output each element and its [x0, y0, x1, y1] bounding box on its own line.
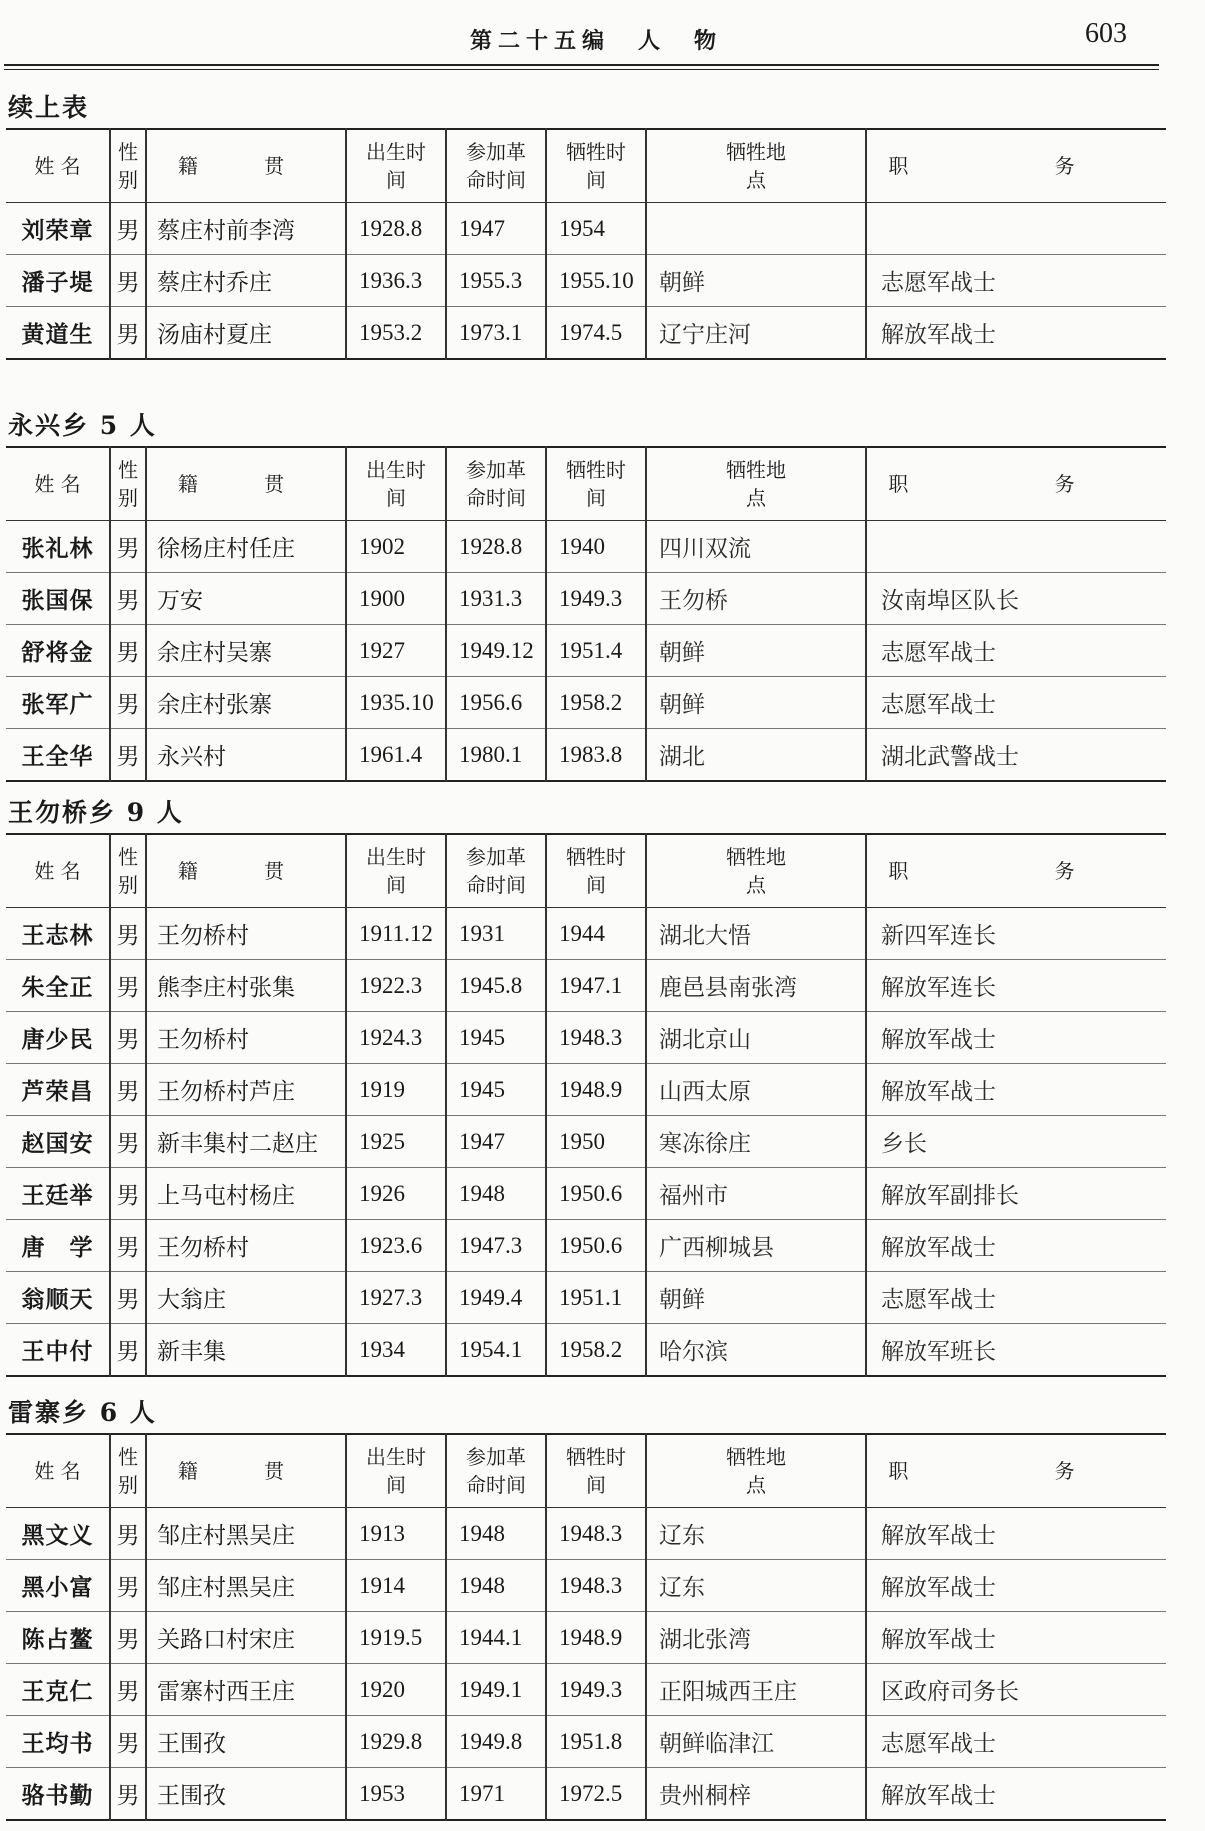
- cell-death: 1944: [546, 908, 646, 960]
- cell-name: 王均书: [6, 1716, 110, 1768]
- cell-place: 贵州桐梓: [646, 1768, 866, 1821]
- cell-place: 福州市: [646, 1168, 866, 1220]
- cell-name: 黑小富: [6, 1560, 110, 1612]
- cell-place: 湖北: [646, 729, 866, 782]
- column-header-label: 出生时间: [366, 845, 426, 897]
- cell-sex: 男: [110, 729, 146, 782]
- roster-section: [6, 1393, 1170, 1821]
- cell-place: 湖北京山: [646, 1012, 866, 1064]
- cell-place: 四川双流: [646, 521, 866, 573]
- cell-join: 1949.4: [446, 1272, 546, 1324]
- cell-join: 1949.8: [446, 1716, 546, 1768]
- cell-death: 1974.5: [546, 307, 646, 360]
- cell-native: 王围孜: [146, 1768, 346, 1821]
- cell-name: 王全华: [6, 729, 110, 782]
- cell-join: 1956.6: [446, 677, 546, 729]
- cell-duty: 解放军战士: [866, 1220, 1166, 1272]
- column-header-label: 牺牲地点: [726, 140, 786, 192]
- cell-duty: 解放军战士: [866, 1768, 1166, 1821]
- cell-sex: 男: [110, 1664, 146, 1716]
- cell-birth: 1920: [346, 1664, 446, 1716]
- cell-sex: 男: [110, 521, 146, 573]
- table-row: [6, 960, 1166, 1012]
- cell-birth: 1923.6: [346, 1220, 446, 1272]
- table-header-row: [6, 1434, 1166, 1508]
- cell-place: 朝鲜: [646, 255, 866, 307]
- cell-death: 1949.3: [546, 573, 646, 625]
- column-header-label: 性别: [118, 845, 138, 897]
- cell-place: 辽宁庄河: [646, 307, 866, 360]
- cell-duty: 解放军战士: [866, 307, 1166, 360]
- column-header-death: [546, 129, 646, 203]
- cell-join: 1945: [446, 1012, 546, 1064]
- table-row: [6, 1612, 1166, 1664]
- cell-place: 哈尔滨: [646, 1324, 866, 1377]
- cell-death: 1949.3: [546, 1664, 646, 1716]
- cell-place: 鹿邑县南张湾: [646, 960, 866, 1012]
- column-header-join: [446, 129, 546, 203]
- cell-name: 王廷举: [6, 1168, 110, 1220]
- column-header-label: 职 务: [888, 472, 1145, 496]
- cell-join: 1947: [446, 203, 546, 255]
- cell-birth: 1926: [346, 1168, 446, 1220]
- cell-native: 雷寨村西王庄: [146, 1664, 346, 1716]
- cell-duty: 新四军连长: [866, 908, 1166, 960]
- cell-duty: 解放军副排长: [866, 1168, 1166, 1220]
- cell-join: 1931.3: [446, 573, 546, 625]
- cell-join: 1971: [446, 1768, 546, 1821]
- cell-place: 朝鲜临津江: [646, 1716, 866, 1768]
- table-header-row: [6, 447, 1166, 521]
- cell-sex: 男: [110, 1116, 146, 1168]
- table-row: [6, 1012, 1166, 1064]
- cell-birth: 1900: [346, 573, 446, 625]
- cell-duty: 解放军战士: [866, 1612, 1166, 1664]
- column-header-label: 姓 名: [34, 1459, 81, 1483]
- cell-sex: 男: [110, 1560, 146, 1612]
- cell-death: 1983.8: [546, 729, 646, 782]
- cell-birth: 1928.8: [346, 203, 446, 255]
- cell-join: 1945: [446, 1064, 546, 1116]
- column-header-label: 出生时间: [366, 458, 426, 510]
- cell-place: 寒冻徐庄: [646, 1116, 866, 1168]
- column-header-label: 性别: [118, 140, 138, 192]
- cell-sex: 男: [110, 960, 146, 1012]
- table-header-row: [6, 129, 1166, 203]
- column-header-death: [546, 834, 646, 908]
- cell-join: 1949.12: [446, 625, 546, 677]
- cell-join: 1931: [446, 908, 546, 960]
- column-header-place: [646, 129, 866, 203]
- table-row: [6, 1272, 1166, 1324]
- column-header-place: [646, 834, 866, 908]
- cell-join: 1948: [446, 1508, 546, 1560]
- cell-join: 1948: [446, 1168, 546, 1220]
- column-header-native: [146, 1434, 346, 1508]
- cell-sex: 男: [110, 1168, 146, 1220]
- table-row: [6, 255, 1166, 307]
- cell-duty: 汝南埠区队长: [866, 573, 1166, 625]
- cell-sex: 男: [110, 1012, 146, 1064]
- cell-native: 大翁庄: [146, 1272, 346, 1324]
- table-row: [6, 521, 1166, 573]
- table-row: [6, 203, 1166, 255]
- cell-sex: 男: [110, 908, 146, 960]
- table-row: [6, 677, 1166, 729]
- cell-birth: 1961.4: [346, 729, 446, 782]
- column-header-native: [146, 447, 346, 521]
- column-header-death: [546, 447, 646, 521]
- column-header-sex: [110, 129, 146, 203]
- cell-native: 万安: [146, 573, 346, 625]
- cell-sex: 男: [110, 1612, 146, 1664]
- cell-name: 王中付: [6, 1324, 110, 1377]
- cell-place: 朝鲜: [646, 677, 866, 729]
- cell-name: 翁顺天: [6, 1272, 110, 1324]
- column-header-label: 性别: [118, 1445, 138, 1497]
- cell-join: 1948: [446, 1560, 546, 1612]
- column-header-label: 牺牲时间: [566, 1445, 626, 1497]
- column-header-duty: [866, 447, 1166, 521]
- cell-death: 1954: [546, 203, 646, 255]
- cell-native: 邹庄村黑吴庄: [146, 1560, 346, 1612]
- martyr-table: [6, 833, 1166, 1377]
- cell-death: 1950.6: [546, 1168, 646, 1220]
- cell-birth: 1902: [346, 521, 446, 573]
- cell-duty: 志愿军战士: [866, 625, 1166, 677]
- column-header-sex: [110, 1434, 146, 1508]
- column-header-sex: [110, 447, 146, 521]
- cell-place: 正阳城西王庄: [646, 1664, 866, 1716]
- cell-birth: 1924.3: [346, 1012, 446, 1064]
- cell-native: 余庄村吴寨: [146, 625, 346, 677]
- cell-join: 1980.1: [446, 729, 546, 782]
- cell-death: 1948.9: [546, 1612, 646, 1664]
- column-header-name: [6, 447, 110, 521]
- cell-duty: [866, 521, 1166, 573]
- column-header-label: 性别: [118, 458, 138, 510]
- cell-birth: 1913: [346, 1508, 446, 1560]
- cell-duty: 解放军战士: [866, 1508, 1166, 1560]
- cell-native: 上马屯村杨庄: [146, 1168, 346, 1220]
- column-header-join: [446, 447, 546, 521]
- cell-death: 1951.1: [546, 1272, 646, 1324]
- cell-sex: 男: [110, 573, 146, 625]
- cell-duty: 解放军连长: [866, 960, 1166, 1012]
- roster-section: [6, 793, 1170, 1377]
- cell-death: 1948.9: [546, 1064, 646, 1116]
- section-title: 雷寨乡 6 人: [8, 1398, 157, 1427]
- column-header-label: 职 务: [888, 859, 1145, 883]
- column-header-label: 姓 名: [34, 859, 81, 883]
- page-number: 603: [1085, 18, 1127, 49]
- cell-sex: 男: [110, 1324, 146, 1377]
- cell-sex: 男: [110, 307, 146, 360]
- cell-duty: 乡长: [866, 1116, 1166, 1168]
- cell-death: 1947.1: [546, 960, 646, 1012]
- section-title: 续上表: [8, 93, 90, 122]
- table-row: [6, 1664, 1166, 1716]
- column-header-name: [6, 834, 110, 908]
- cell-birth: 1919.5: [346, 1612, 446, 1664]
- page-header: [0, 0, 1205, 70]
- column-header-label: 姓 名: [34, 154, 81, 178]
- cell-name: 张军广: [6, 677, 110, 729]
- column-header-native: [146, 129, 346, 203]
- cell-place: 辽东: [646, 1560, 866, 1612]
- cell-birth: 1919: [346, 1064, 446, 1116]
- column-header-death: [546, 1434, 646, 1508]
- column-header-label: 牺牲时间: [566, 140, 626, 192]
- cell-name: 潘子堤: [6, 255, 110, 307]
- column-header-native: [146, 834, 346, 908]
- column-header-label: 牺牲时间: [566, 845, 626, 897]
- cell-join: 1955.3: [446, 255, 546, 307]
- martyr-table: [6, 128, 1166, 360]
- cell-name: 唐 学: [6, 1220, 110, 1272]
- cell-death: 1950: [546, 1116, 646, 1168]
- cell-name: 王志林: [6, 908, 110, 960]
- table-row: [6, 1508, 1166, 1560]
- column-header-birth: [346, 129, 446, 203]
- cell-native: 新丰集: [146, 1324, 346, 1377]
- cell-death: 1950.6: [546, 1220, 646, 1272]
- cell-death: 1955.10: [546, 255, 646, 307]
- table-row: [6, 908, 1166, 960]
- table-row: [6, 1220, 1166, 1272]
- column-header-label: 职 务: [888, 154, 1145, 178]
- cell-native: 邹庄村黑吴庄: [146, 1508, 346, 1560]
- cell-native: 余庄村张寨: [146, 677, 346, 729]
- cell-native: 王围孜: [146, 1716, 346, 1768]
- cell-join: 1949.1: [446, 1664, 546, 1716]
- cell-death: 1958.2: [546, 1324, 646, 1377]
- cell-join: 1947: [446, 1116, 546, 1168]
- header-rule: [4, 64, 1159, 70]
- column-header-label: 牺牲时间: [566, 458, 626, 510]
- column-header-label: 职 务: [888, 1459, 1145, 1483]
- cell-birth: 1922.3: [346, 960, 446, 1012]
- column-header-label: 牺牲地点: [726, 845, 786, 897]
- column-header-sex: [110, 834, 146, 908]
- cell-native: 汤庙村夏庄: [146, 307, 346, 360]
- cell-sex: 男: [110, 1768, 146, 1821]
- column-header-label: 姓 名: [34, 472, 81, 496]
- cell-join: 1928.8: [446, 521, 546, 573]
- cell-name: 黄道生: [6, 307, 110, 360]
- table-row: [6, 307, 1166, 360]
- cell-name: 张国保: [6, 573, 110, 625]
- cell-name: 刘荣章: [6, 203, 110, 255]
- table-row: [6, 1064, 1166, 1116]
- cell-sex: 男: [110, 1272, 146, 1324]
- cell-duty: 解放军战士: [866, 1064, 1166, 1116]
- table-row: [6, 1768, 1166, 1821]
- cell-death: 1951.4: [546, 625, 646, 677]
- cell-birth: 1914: [346, 1560, 446, 1612]
- column-header-label: 参加革命时间: [466, 458, 526, 510]
- cell-place: 湖北张湾: [646, 1612, 866, 1664]
- column-header-label: 出生时间: [366, 1445, 426, 1497]
- cell-duty: 区政府司务长: [866, 1664, 1166, 1716]
- cell-death: 1940: [546, 521, 646, 573]
- table-row: [6, 625, 1166, 677]
- column-header-birth: [346, 834, 446, 908]
- column-header-duty: [866, 1434, 1166, 1508]
- cell-sex: 男: [110, 1508, 146, 1560]
- cell-name: 陈占鳌: [6, 1612, 110, 1664]
- cell-sex: 男: [110, 625, 146, 677]
- cell-name: 黑文义: [6, 1508, 110, 1560]
- cell-duty: 志愿军战士: [866, 1716, 1166, 1768]
- cell-name: 舒将金: [6, 625, 110, 677]
- cell-duty: 志愿军战士: [866, 1272, 1166, 1324]
- roster-section: [6, 406, 1170, 782]
- cell-birth: 1927: [346, 625, 446, 677]
- column-header-label: 籍 贯: [177, 472, 315, 496]
- cell-native: 蔡庄村乔庄: [146, 255, 346, 307]
- cell-native: 新丰集村二赵庄: [146, 1116, 346, 1168]
- table-row: [6, 729, 1166, 782]
- cell-sex: 男: [110, 1220, 146, 1272]
- cell-native: 永兴村: [146, 729, 346, 782]
- column-header-label: 籍 贯: [177, 154, 315, 178]
- cell-sex: 男: [110, 203, 146, 255]
- cell-death: 1951.8: [546, 1716, 646, 1768]
- column-header-birth: [346, 447, 446, 521]
- column-header-place: [646, 1434, 866, 1508]
- cell-duty: 志愿军战士: [866, 677, 1166, 729]
- cell-join: 1945.8: [446, 960, 546, 1012]
- cell-place: [646, 203, 866, 255]
- cell-duty: [866, 203, 1166, 255]
- cell-duty: 志愿军战士: [866, 255, 1166, 307]
- cell-join: 1954.1: [446, 1324, 546, 1377]
- cell-birth: 1911.12: [346, 908, 446, 960]
- column-header-label: 牺牲地点: [726, 1445, 786, 1497]
- cell-native: 王勿桥村: [146, 1220, 346, 1272]
- martyr-table: [6, 446, 1166, 782]
- cell-duty: 解放军战士: [866, 1560, 1166, 1612]
- cell-place: 山西太原: [646, 1064, 866, 1116]
- cell-death: 1948.3: [546, 1560, 646, 1612]
- column-header-label: 参加革命时间: [466, 140, 526, 192]
- table-row: [6, 1716, 1166, 1768]
- cell-native: 熊李庄村张集: [146, 960, 346, 1012]
- cell-place: 湖北大悟: [646, 908, 866, 960]
- cell-birth: 1934: [346, 1324, 446, 1377]
- table-header-row: [6, 834, 1166, 908]
- column-header-label: 出生时间: [366, 140, 426, 192]
- cell-sex: 男: [110, 255, 146, 307]
- cell-birth: 1936.3: [346, 255, 446, 307]
- cell-name: 骆书勤: [6, 1768, 110, 1821]
- cell-join: 1973.1: [446, 307, 546, 360]
- cell-sex: 男: [110, 1716, 146, 1768]
- cell-death: 1948.3: [546, 1508, 646, 1560]
- cell-name: 朱全正: [6, 960, 110, 1012]
- cell-native: 关路口村宋庄: [146, 1612, 346, 1664]
- cell-place: 朝鲜: [646, 625, 866, 677]
- column-header-duty: [866, 834, 1166, 908]
- cell-native: 王勿桥村: [146, 1012, 346, 1064]
- cell-birth: 1953: [346, 1768, 446, 1821]
- cell-duty: 湖北武警战士: [866, 729, 1166, 782]
- table-row: [6, 573, 1166, 625]
- cell-native: 蔡庄村前李湾: [146, 203, 346, 255]
- martyr-table: [6, 1433, 1166, 1821]
- cell-death: 1958.2: [546, 677, 646, 729]
- cell-native: 王勿桥村: [146, 908, 346, 960]
- cell-birth: 1925: [346, 1116, 446, 1168]
- column-header-join: [446, 834, 546, 908]
- cell-place: 王勿桥: [646, 573, 866, 625]
- cell-birth: 1927.3: [346, 1272, 446, 1324]
- cell-name: 赵国安: [6, 1116, 110, 1168]
- section-title: 永兴乡 5 人: [8, 411, 157, 440]
- cell-name: 王克仁: [6, 1664, 110, 1716]
- column-header-label: 牺牲地点: [726, 458, 786, 510]
- cell-join: 1947.3: [446, 1220, 546, 1272]
- cell-death: 1948.3: [546, 1012, 646, 1064]
- chapter-title: 第二十五编 人 物: [470, 28, 723, 54]
- cell-place: 朝鲜: [646, 1272, 866, 1324]
- cell-join: 1944.1: [446, 1612, 546, 1664]
- cell-native: 徐杨庄村任庄: [146, 521, 346, 573]
- column-header-birth: [346, 1434, 446, 1508]
- cell-sex: 男: [110, 677, 146, 729]
- column-header-label: 籍 贯: [177, 859, 315, 883]
- cell-place: 广西柳城县: [646, 1220, 866, 1272]
- cell-place: 辽东: [646, 1508, 866, 1560]
- section-title: 王勿桥乡 9 人: [8, 798, 184, 827]
- table-row: [6, 1168, 1166, 1220]
- cell-duty: 解放军班长: [866, 1324, 1166, 1377]
- cell-birth: 1953.2: [346, 307, 446, 360]
- cell-duty: 解放军战士: [866, 1012, 1166, 1064]
- column-header-name: [6, 129, 110, 203]
- cell-name: 唐少民: [6, 1012, 110, 1064]
- column-header-duty: [866, 129, 1166, 203]
- cell-name: 张礼林: [6, 521, 110, 573]
- roster-section: [6, 88, 1170, 360]
- column-header-label: 籍 贯: [177, 1459, 315, 1483]
- table-row: [6, 1116, 1166, 1168]
- column-header-label: 参加革命时间: [466, 1445, 526, 1497]
- cell-death: 1972.5: [546, 1768, 646, 1821]
- table-row: [6, 1324, 1166, 1377]
- table-row: [6, 1560, 1166, 1612]
- cell-name: 芦荣昌: [6, 1064, 110, 1116]
- column-header-name: [6, 1434, 110, 1508]
- cell-native: 王勿桥村芦庄: [146, 1064, 346, 1116]
- column-header-place: [646, 447, 866, 521]
- cell-birth: 1929.8: [346, 1716, 446, 1768]
- column-header-join: [446, 1434, 546, 1508]
- cell-birth: 1935.10: [346, 677, 446, 729]
- cell-sex: 男: [110, 1064, 146, 1116]
- column-header-label: 参加革命时间: [466, 845, 526, 897]
